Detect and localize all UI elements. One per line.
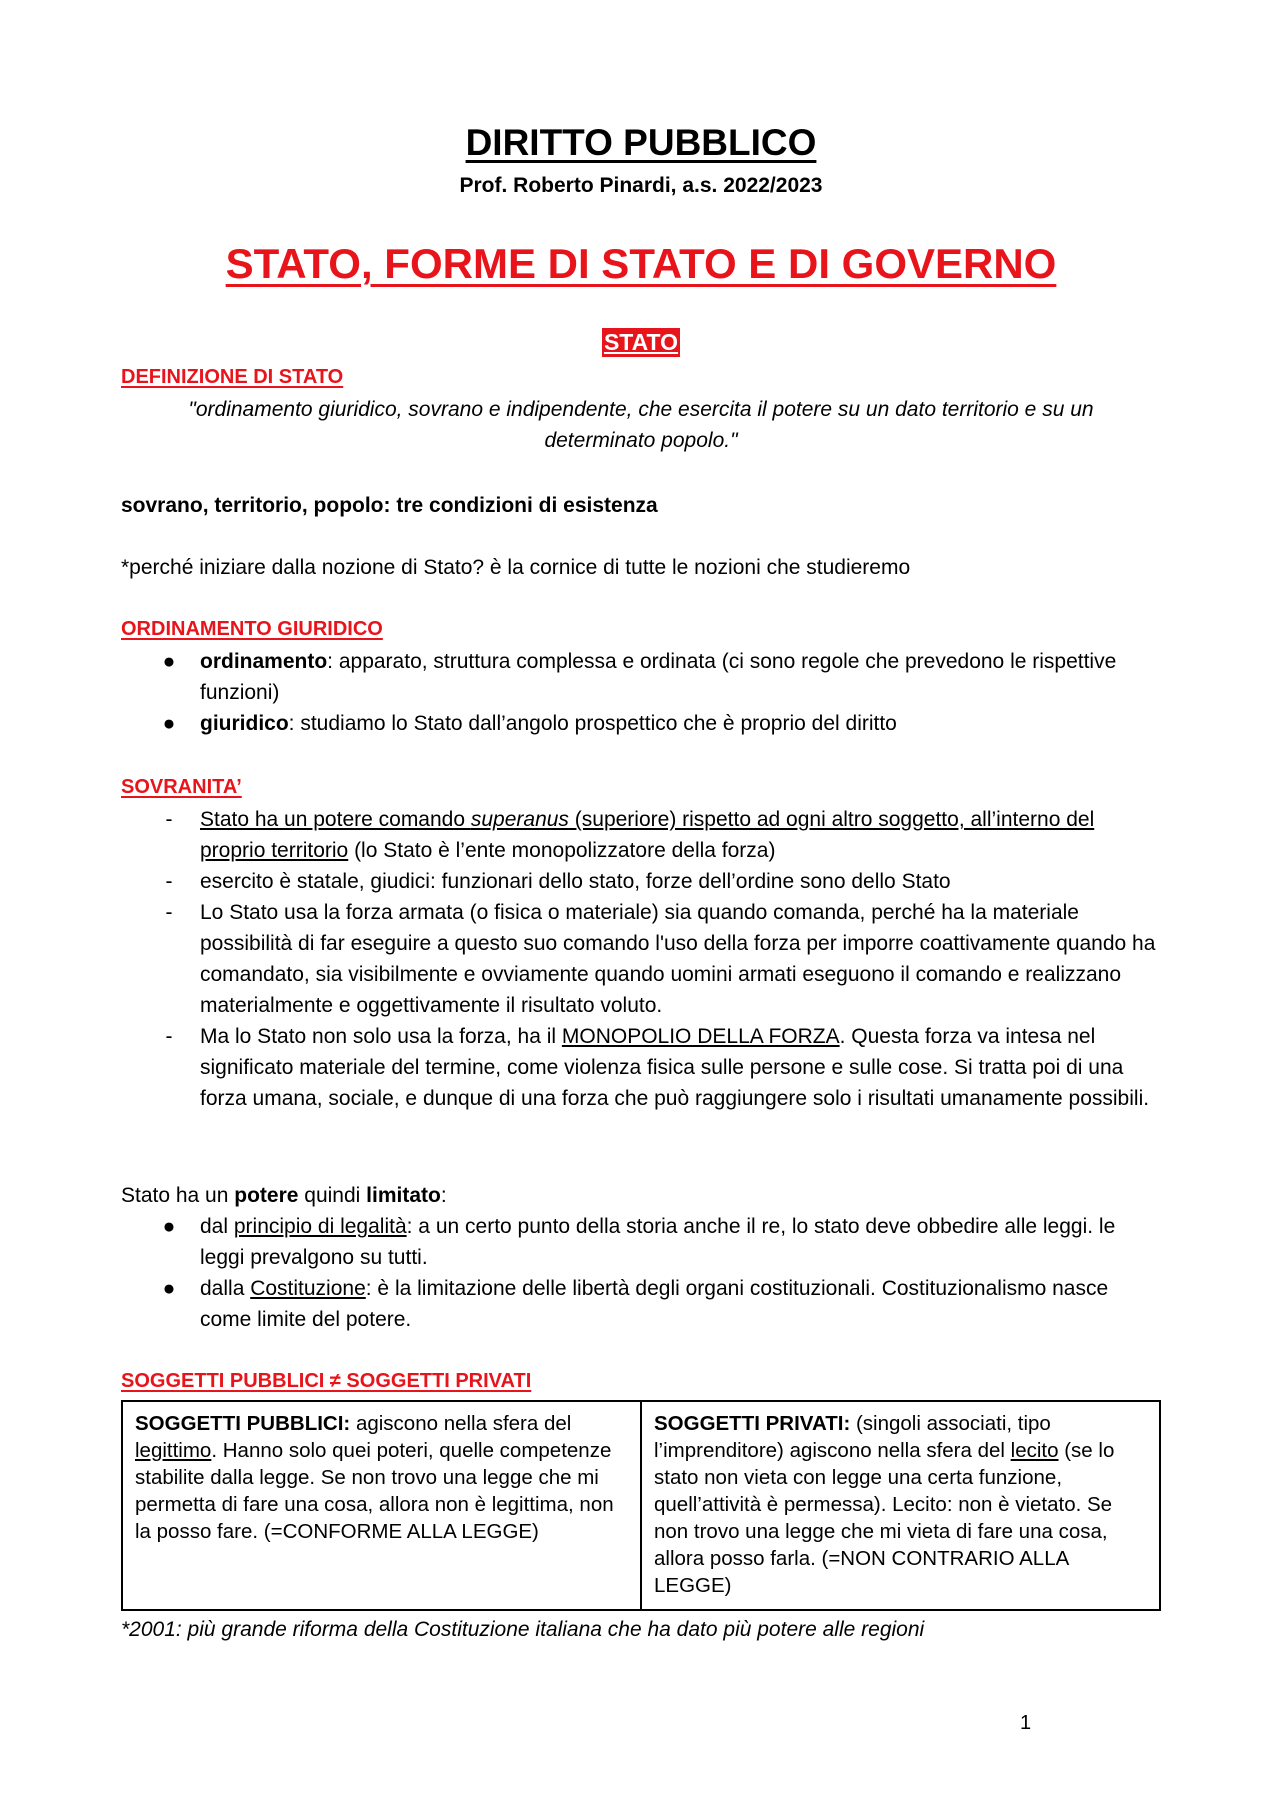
underlined-monopolio: MONOPOLIO DELLA FORZA bbox=[561, 1025, 840, 1048]
plain-text: Lo Stato usa la forza armata (o fisica o materiale) sia quando comanda, perché ha la materiale possibilità di far eseguire a questo suo comando l'uso della forza per imporre coattivamente quando ha comandato, sia visibilmente e ovviamente quando uomini armati eseguono il comando e realizzano materialmente e oggettivamente il risultato voluto. bbox=[200, 901, 1156, 1017]
plain-text: (lo Stato è l’ente monopolizzatore della forza) bbox=[348, 839, 776, 862]
section-badge-wrap bbox=[121, 328, 1161, 357]
heading-soggetti: SOGGETTI PUBBLICI ≠ SOGGETTI PRIVATI bbox=[121, 1370, 532, 1392]
plain-text: . Hanno solo quei poteri, quelle competenze stabilite dalla legge. Se non trovo una legge che mi permetta di fare una cosa, allora non è legittima, non la posso fare. (=CONFORME ALLA LEGGE) bbox=[135, 1439, 614, 1543]
list-item bbox=[121, 1021, 1161, 1114]
plain-text: : è la limitazione delle libertà degli organi costituzionali. Costituzionalismo nasce come limite del potere. bbox=[200, 1277, 1109, 1331]
plain-text: esercito è statale, giudici: funzionari dello stato, forze dell’ordine sono dello Stato bbox=[200, 870, 951, 893]
soggetti-table bbox=[121, 1400, 1161, 1611]
list-item bbox=[121, 708, 1161, 739]
heading-sovranita: SOVRANITA’ bbox=[121, 776, 242, 798]
plain-text: (se lo stato non vieta con legge una certa funzione, quell’attività è permessa). Lecito: non è vietato. Se non trovo una legge che mi vieta di fare una cosa, allora posso farla. (=NON CONTRARIO ALLA LEGGE) bbox=[654, 1439, 1115, 1597]
underlined-lecito: lecito bbox=[1010, 1439, 1059, 1462]
table-row bbox=[122, 1401, 1160, 1610]
list-item bbox=[121, 866, 1161, 897]
list-item bbox=[121, 897, 1161, 1021]
document-subtitle: Prof. Roberto Pinardi, a.s. 2022/2023 bbox=[459, 174, 823, 197]
bold-label: SOGGETTI PRIVATI: bbox=[654, 1412, 851, 1435]
bullet-icon: ● bbox=[162, 650, 176, 673]
why-note: *perché iniziare dalla nozione di Stato? è la cornice di tutte le nozioni che studieremo bbox=[121, 556, 911, 579]
heading-definizione: DEFINIZIONE DI STATO bbox=[121, 366, 344, 388]
footnote: *2001: più grande riforma della Costituzione italiana che ha dato più potere alle regioni bbox=[121, 1618, 925, 1641]
italic-term-superanus: superanus bbox=[470, 808, 569, 831]
list-item bbox=[121, 804, 1161, 866]
potere-intro bbox=[121, 1180, 1161, 1211]
plain-text: : a un certo punto della storia anche il re, lo stato deve obbedire alle leggi. le leggi prevalgono su tutti. bbox=[200, 1215, 1116, 1269]
bullet-icon: ● bbox=[162, 712, 176, 735]
bold-term-limitato: limitato bbox=[366, 1184, 441, 1207]
list-item bbox=[121, 1273, 1161, 1335]
plain-text: agiscono nella sfera del bbox=[350, 1412, 572, 1435]
underlined-text: Stato ha un potere comando bbox=[200, 808, 471, 831]
ordinamento-list bbox=[121, 646, 1161, 739]
list-item bbox=[121, 646, 1161, 708]
list-item bbox=[121, 1211, 1161, 1273]
plain-text: dal bbox=[200, 1215, 234, 1238]
dash-icon: - bbox=[165, 901, 173, 924]
dash-icon: - bbox=[165, 808, 173, 831]
plain-text: : bbox=[440, 1184, 447, 1207]
underlined-legalita: principio di legalità bbox=[233, 1215, 407, 1238]
plain-text: dalla bbox=[200, 1277, 251, 1300]
definition-quote bbox=[121, 394, 1161, 456]
sovranita-list bbox=[121, 804, 1161, 1114]
definition-quote-line2: determinato popolo." bbox=[544, 429, 738, 452]
definition-quote-line1: "ordinamento giuridico, sovrano e indipendente, che esercita il potere su un dato territorio e su un bbox=[188, 398, 1094, 421]
plain-text: Stato ha un bbox=[121, 1184, 235, 1207]
ordinamento-desc: : apparato, struttura complessa e ordinata (ci sono regole che prevedono le rispettive funzioni) bbox=[200, 650, 1117, 704]
plain-text: Ma lo Stato non solo usa la forza, ha il bbox=[200, 1025, 562, 1048]
bullet-icon: ● bbox=[162, 1215, 176, 1238]
page-number: 1 bbox=[1020, 1712, 1032, 1734]
underlined-legittimo: legittimo bbox=[135, 1439, 212, 1462]
conditions-line: sovrano, territorio, popolo: tre condizioni di esistenza bbox=[121, 494, 658, 517]
heading-ordinamento: ORDINAMENTO GIURIDICO bbox=[121, 618, 383, 640]
document-page bbox=[121, 0, 1161, 1808]
plain-text: quindi bbox=[298, 1184, 367, 1207]
potere-list bbox=[121, 1211, 1161, 1335]
underlined-text: (superiore) rispetto ad ogni altro soggetto, all’interno del proprio territorio bbox=[200, 808, 1095, 862]
cell-soggetti-pubblici bbox=[122, 1401, 641, 1610]
plain-text: . Questa forza va intesa nel significato materiale del termine, come violenza fisica sulle persone e sulle cose. Si tratta poi di una forza umana, sociale, e dunque di una forza che può raggiungere solo i risultati umanamente possibili. bbox=[200, 1025, 1150, 1110]
document-title: DIRITTO PUBBLICO bbox=[465, 122, 817, 163]
bullet-icon: ● bbox=[162, 1277, 176, 1300]
term-ordinamento: ordinamento bbox=[200, 650, 328, 673]
dash-icon: - bbox=[165, 1025, 173, 1048]
plain-text: (singoli associati, tipo l’imprenditore) agiscono nella sfera del bbox=[654, 1412, 1051, 1462]
bold-term-potere: potere bbox=[234, 1184, 299, 1207]
cell-soggetti-privati bbox=[641, 1401, 1160, 1610]
section-badge: STATO bbox=[603, 329, 679, 355]
underlined-costituzione: Costituzione bbox=[250, 1277, 366, 1300]
bold-label: SOGGETTI PUBBLICI: bbox=[135, 1412, 351, 1435]
giuridico-desc: : studiamo lo Stato dall’angolo prospettico che è proprio del diritto bbox=[288, 712, 897, 735]
chapter-title: STATO, FORME DI STATO E DI GOVERNO bbox=[225, 240, 1057, 287]
dash-icon: - bbox=[165, 870, 173, 893]
term-giuridico: giuridico bbox=[200, 712, 289, 735]
